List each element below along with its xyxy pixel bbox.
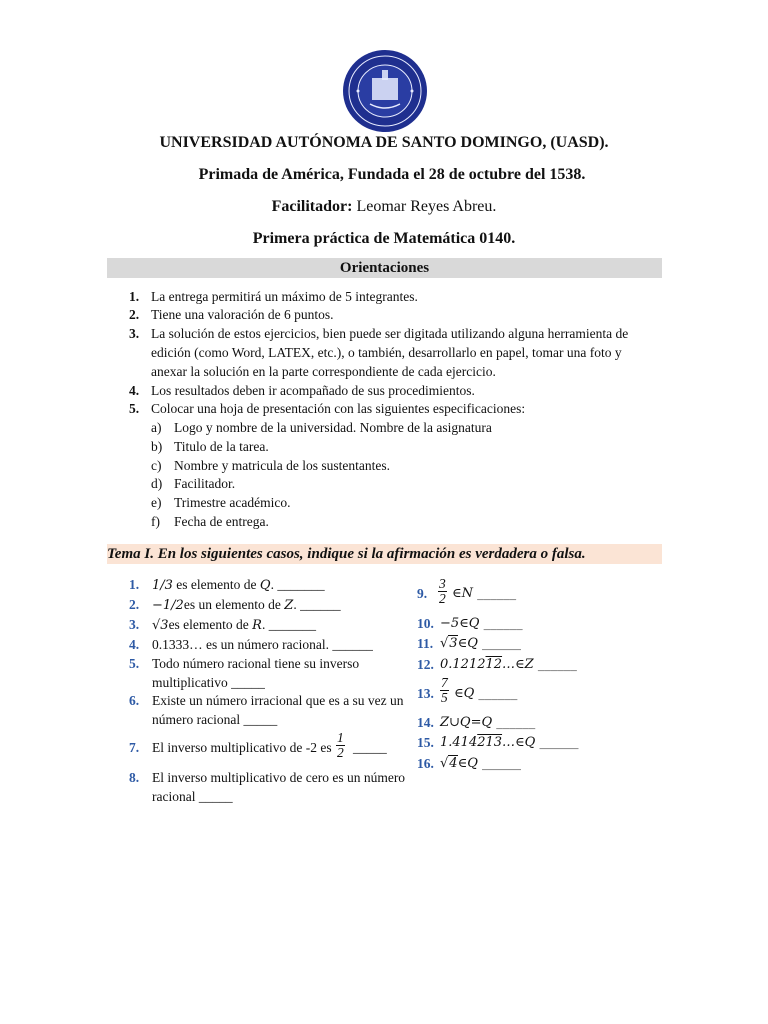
- university-name: UNIVERSIDAD AUTÓNOMA DE SANTO DOMINGO, (UASD).: [159, 134, 609, 151]
- fraction-one-half: $\frac{1}{2}$: [337, 730, 344, 760]
- tema-heading: Tema I. En los siguientes casos, indique si la afirmación es verdadera o falsa.: [107, 544, 662, 564]
- exercise-expression: ∈Q ______: [454, 686, 518, 701]
- university-motto: Primada de América, Fundada el 28 de octubre del 1538.: [198, 166, 586, 183]
- fraction-seven-fifths: $\frac{7}{5}$: [441, 675, 448, 705]
- facilitator-label: Facilitador:: [271, 198, 353, 215]
- practice-title: Primera práctica de Matemática 0140.: [252, 230, 516, 247]
- document-page: UNIVERSIDAD AUTÓNOMA DE SANTO DOMINGO, (UASD). Primada de América, Fundada el 28 de octubre del 1538. Facilitador: Leomar Reyes Abreu. Primera práctica de Matemática 0140. Orientaciones 1. La entrega permitirá un máximo de 5 integrantes. 2. Tiene una valoración de 6 puntos. 3. La solución de estos ejercicios, bien puede ser digitada utilizando alguna herramienta de edición (como Word, LATEX, etc.), o también, desarrollarlo en papel, tomar una foto y anexar la solución en la parte correspondiente de cada ejercicio. 4. Los resultados deben ir acompañado de sus procedimientos. 5. Colocar una hoja de presentación con las siguientes especificaciones: a) Logo y nombre de la universidad. Nombre de la asignatura b) Titulo de la tarea. c) Nombre y matricula de los sustentantes. d) Facilitador. e) Trimestre académico. f) Fecha de entrega. Tema I. En los siguientes casos, indique si la afirmación es verdadera o falsa. 1. 1/3 es elemento de Q. _______ 2. −1/2es un elemento de Z. ______ 3. √3es elemento de R. _______ 4. 0.1333… es un número racional. ______ 5. Todo número racional tiene su inverso multiplicativo _____ 6. Existe un número irracional que es a su vez un número racional _____ 7. El inverso multiplicativo de -2 es $\frac{1}{2}$ _____ 8. El inverso multiplicativo de cero es un número racional _____ 9. $\frac{3}{2}$ ∈N ______ 10. −5∈Q ______ 11. √3∈Q ______ 12. 0.121212…∈Z ______ 13. $\frac{7}{5}$ ∈Q ______ 14. Z∪Q=Q ______ 15. 1.414213…∈Q ______ 16. √4∈Q ______: [0, 0, 768, 1024]
- facilitator-line: [0, 198, 768, 216]
- facilitator-name: Leomar Reyes Abreu.: [356, 198, 497, 215]
- exercise-expression: ∈N ______: [452, 586, 517, 601]
- exercise-blank: _____: [353, 740, 387, 755]
- fraction-three-halves: $\frac{3}{2}$: [439, 576, 446, 606]
- university-seal-logo: [342, 48, 428, 134]
- orientaciones-heading: Orientaciones: [107, 258, 662, 278]
